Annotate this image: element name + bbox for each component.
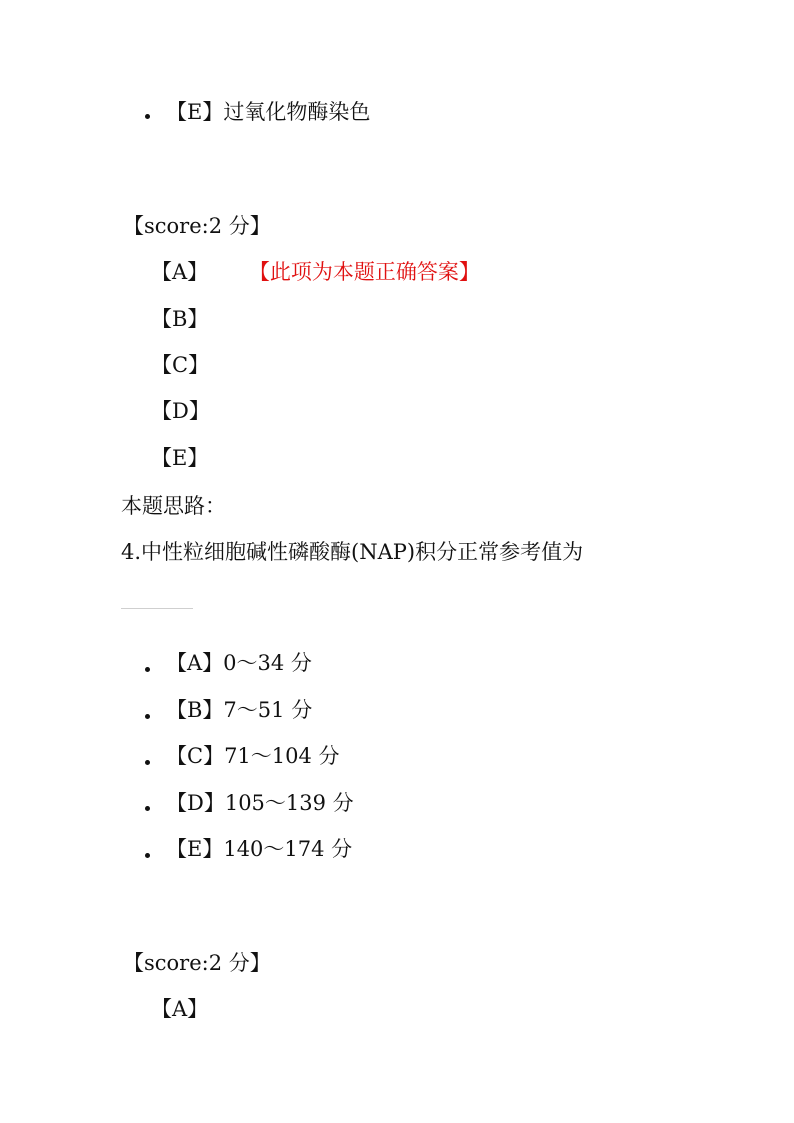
- list-bullet: [145, 114, 150, 119]
- answer-a: [151, 258, 480, 286]
- answer-a: 【A】: [151, 997, 209, 1021]
- list-bullet: [145, 806, 150, 811]
- option-e: 【E】140～174 分: [166, 837, 353, 861]
- score-label: 【score:2 分】: [123, 951, 271, 975]
- question-text: 4.中性粒细胞碱性磷酸酶(NAP)积分正常参考值为: [121, 540, 584, 564]
- analysis-label: 本题思路：: [121, 494, 226, 518]
- list-bullet: [145, 760, 150, 765]
- list-bullet: [145, 714, 150, 719]
- answer-c: 【C】: [151, 353, 210, 377]
- option-e: 【E】过氧化物酶染色: [166, 100, 371, 124]
- list-bullet: [145, 667, 150, 672]
- option-a: 【A】0～34 分: [166, 651, 312, 675]
- correct-answer-note: 【此项为本题正确答案】: [248, 260, 480, 284]
- answer-blank-line: [121, 608, 193, 609]
- answer-b: 【B】: [151, 307, 209, 331]
- score-label: 【score:2 分】: [123, 214, 271, 238]
- option-b: 【B】7～51 分: [166, 698, 313, 722]
- answer-label: 【A】: [151, 260, 209, 284]
- option-d: 【D】105～139 分: [166, 791, 354, 815]
- answer-d: 【D】: [151, 399, 210, 423]
- option-c: 【C】71～104 分: [166, 744, 340, 768]
- list-bullet: [145, 853, 150, 858]
- answer-e: 【E】: [151, 446, 209, 470]
